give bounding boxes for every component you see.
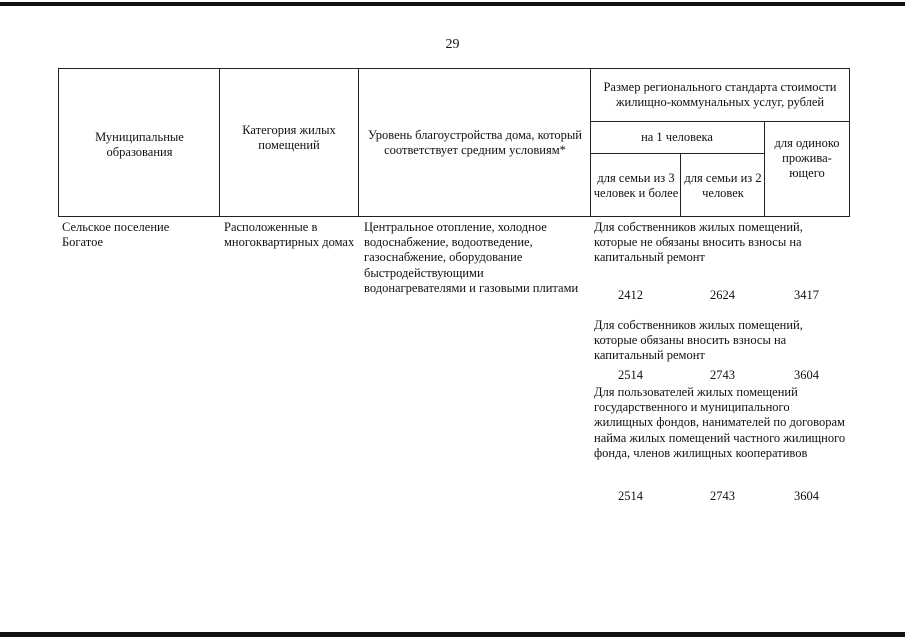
- bottom-border-line: [0, 632, 905, 637]
- group-3-value-family3: 2514: [618, 489, 643, 503]
- group-2-value-single: 3604: [794, 368, 819, 382]
- group-2-label: Для собственников жилых помещений, которые обязаны вносить взносы на капитальный ремонт: [594, 318, 803, 363]
- group-2-value-family3: 2514: [618, 368, 643, 382]
- group-1-value-single: 3417: [794, 288, 819, 302]
- group-3-value-family2: 2743: [710, 489, 735, 503]
- header-divider-standard: [590, 121, 850, 122]
- group-2-value-family2: 2743: [710, 368, 735, 382]
- row-category: Расположенные в многоквартирных домах: [224, 220, 355, 250]
- row-municipality: Сельское поселение Богатое: [62, 220, 170, 250]
- header-divider-family: [680, 153, 681, 217]
- header-standard: Размер регионального стандарта стоимости жилищно-коммунальных услуг, рублей: [603, 80, 837, 109]
- group-1-values: [594, 288, 844, 304]
- header-category: Категория жилых помещений: [242, 123, 336, 152]
- header-municipality: Муниципальные образования: [95, 130, 184, 159]
- page-number: 29: [445, 37, 460, 52]
- row-amenity: Центральное отопление, холодное водоснабжение, водоотведение, газоснабжение, оборудование быстродействующими водонагревателями и газовыми плитами: [364, 220, 579, 295]
- header-divider-single: [764, 121, 765, 217]
- group-1-label: Для собственников жилых помещений, которые не обязаны вносить взносы на капитальный ремонт: [594, 220, 803, 265]
- group-1-value-family3: 2412: [618, 288, 643, 302]
- group-3-label: Для пользователей жилых помещений государственного и муниципального жилищных фондов, нанимателей по договорам найма жилых помещений частного жилищного фонда, членов жилищных кооперативов: [594, 385, 846, 460]
- group-2-values: [594, 368, 844, 384]
- header-single: для одиноко прожива-ющего: [774, 135, 840, 180]
- top-border-line: [0, 2, 905, 6]
- group-3-values: [594, 489, 844, 505]
- header-per-person: на 1 человека: [641, 130, 713, 144]
- group-3-value-single: 3604: [794, 489, 819, 503]
- header-divider-perperson: [590, 153, 765, 154]
- group-1-value-family2: 2624: [710, 288, 735, 302]
- header-family3: для семьи из 3 человек и более: [593, 171, 679, 200]
- header-family2: для семьи из 2 человек: [684, 171, 762, 200]
- header-amenity: Уровень благоустройства дома, который соответствует средним условиям*: [368, 128, 582, 157]
